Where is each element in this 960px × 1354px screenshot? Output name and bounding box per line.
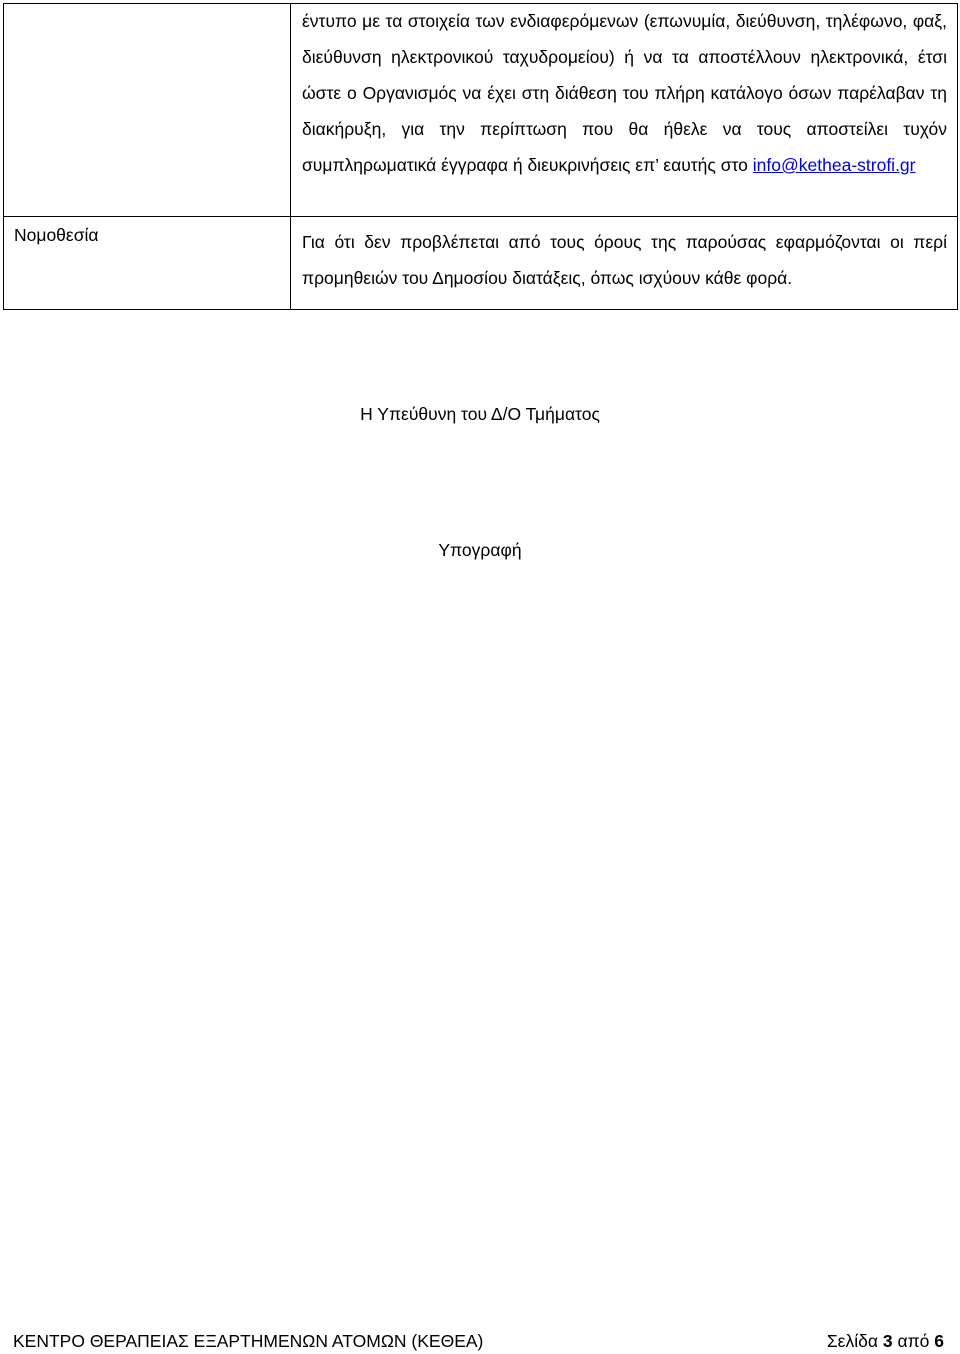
signature-label: Υπογραφή (438, 540, 522, 560)
table-cell-label (4, 217, 291, 310)
page-total: 6 (934, 1331, 944, 1351)
distribution-paragraph (301, 3, 947, 183)
email-link[interactable]: info@kethea-strofi.gr (752, 155, 916, 175)
table-cell-distribution-text (291, 4, 958, 217)
table-cell-empty (4, 4, 291, 217)
table-cell-legislation-text (291, 217, 958, 310)
legislation-label: Νομοθεσία (14, 225, 99, 245)
page-current: 3 (882, 1331, 893, 1351)
signature-title: Η Υπεύθυνη του Δ/Ο Τμήματος (360, 404, 600, 424)
distribution-text: έντυπο με τα στοιχεία των ενδιαφερόμενων (επωνυμία, διεύθυνση, τηλέφωνο, φαξ, διεύθυνση ηλεκτρονικού ταχυδρομείου) ή να τα αποστέλλουν ηλεκτρονικά, έτσι ώστε ο Οργανισμός να έχει στη διάθεση του πλήρη κατάλογο όσων παρέλαβαν τη διακήρυξη, για την περίπτωση που θα ήθελε να τους αποστείλει τυχόν συμπληρωματικά έγγραφα ή διευκρινήσεις επ’ εαυτής στο (302, 11, 947, 175)
page-footer (13, 1330, 944, 1352)
legislation-text: Για ότι δεν προβλέπεται από τους όρους της παρούσας εφαρμόζονται οι περί προμηθειών του Δημοσίου διατάξεις, όπως ισχύουν κάθε φορά. (302, 232, 947, 288)
footer-organization: ΚΕΝΤΡΟ ΘΕΡΑΠΕΙΑΣ ΕΞΑΡΤΗΜΕΝΩΝ ΑΤΟΜΩΝ (ΚΕΘΕΑ) (13, 1331, 484, 1351)
terms-table (3, 3, 958, 310)
table-row (4, 4, 958, 217)
page-of-word: από (897, 1331, 930, 1351)
page-word: Σελίδα (826, 1331, 878, 1351)
table-row (4, 217, 958, 310)
page-number (827, 1330, 944, 1352)
